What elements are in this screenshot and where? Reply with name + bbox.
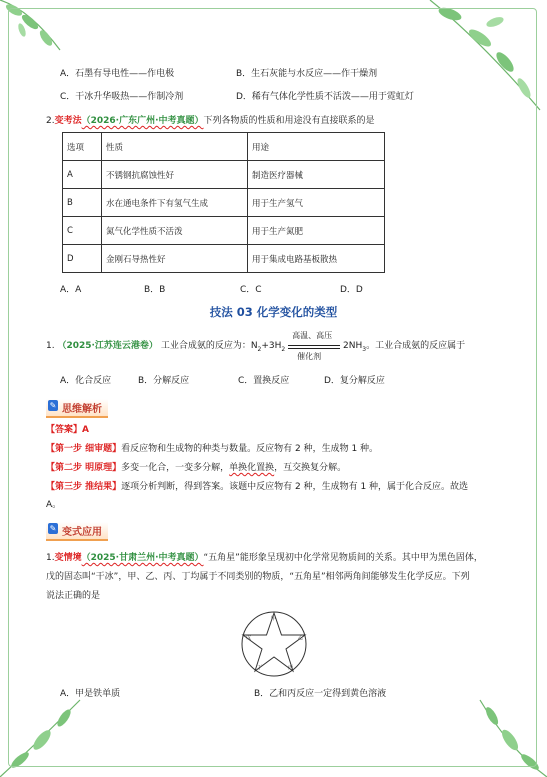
section-title: 技法 03 化学变化的类型 <box>209 305 338 319</box>
table-cell: 制造医疗器械 <box>248 161 385 189</box>
q2-option-d: D．D <box>340 285 363 295</box>
question-text: “五角星”能形象呈现初中化学常见物质间的关系。其中甲为黑色固体， <box>203 553 483 563</box>
table-cell: 氮气化学性质不活泼 <box>102 217 248 245</box>
step-3-continued: A。 <box>46 500 62 510</box>
step-1 <box>46 441 378 454</box>
q1-option-b: B．分解反应 <box>138 376 190 386</box>
reaction-condition-top: 高温、高压 <box>292 330 333 340</box>
star-label: 乙 <box>298 635 304 641</box>
table-cell: 不锈钢抗腐蚀性好 <box>102 161 248 189</box>
q2-option-a: A．A <box>60 285 82 295</box>
variant-question-line-2: 戊的固态叫“干冰”，甲、乙、丙、丁均属于不同类别的物质，“五角星”相邻两角间能够发生化学反应。下列 <box>46 572 470 582</box>
step-2-text-a: 多变一化合，一变多分解， <box>121 463 230 473</box>
table-cell: 金刚石导热性好 <box>102 245 248 273</box>
pencil-icon: ✎ <box>49 401 57 410</box>
table-cell: 用于集成电路基板散热 <box>248 245 385 273</box>
step-1-label: 【第一步 细审题】 <box>46 444 122 454</box>
q1-option-a: A．化合反应 <box>60 376 112 386</box>
variant-header <box>46 522 108 541</box>
variant-option-a: A．甲是铁单质 <box>60 689 121 699</box>
reaction-product: 2NH <box>343 341 363 351</box>
question-text: 。工业合成氨的反应属于 <box>366 341 466 351</box>
question-source: （2025·甘肃兰州·中考真题） <box>81 553 204 563</box>
step-3 <box>46 479 468 492</box>
table-header-cell: 用途 <box>248 133 385 161</box>
prev-option-c: C．干冰升华吸热——作制冷剂 <box>60 92 184 102</box>
question-number: 2. <box>46 116 55 126</box>
table-header-row <box>63 133 385 161</box>
star-label: 丁 <box>257 665 263 671</box>
q2-option-c: C．C <box>240 285 262 295</box>
question-tag: 变考法 <box>54 116 82 126</box>
table-row <box>63 189 385 217</box>
step-3-text: 逐项分析判断，得到答案。该题中反应物有 2 种，生成物有 1 种，属于化合反应。故选 <box>121 482 469 492</box>
reaction-plus: +3H <box>261 341 282 351</box>
prev-option-d: D．稀有气体化学性质不活泼——用于霓虹灯 <box>236 92 414 102</box>
variant-question-line-3: 说法正确的是 <box>46 591 101 601</box>
answer-value: A <box>82 425 89 435</box>
step-2-text-c: ，互交换复分解。 <box>274 463 347 473</box>
step-3-label: 【第三步 推结果】 <box>46 482 122 492</box>
reaction-text-pre: 工业合成氨的反应为：N <box>160 341 258 351</box>
question-tag: 变情境 <box>54 553 82 563</box>
table-cell: 水在通电条件下有氢气生成 <box>102 189 248 217</box>
answer-line <box>46 422 89 435</box>
q1-option-c: C．置换反应 <box>238 376 290 386</box>
reaction-arrow <box>288 330 340 361</box>
table-header-cell: 性质 <box>102 133 248 161</box>
variant-question-line-1 <box>46 550 483 563</box>
analysis-header <box>46 399 108 418</box>
step-2-label: 【第二步 明原理】 <box>46 463 122 473</box>
variant-header-label: 变式应用 <box>62 527 102 538</box>
table-row <box>63 245 385 273</box>
star-label: 甲 <box>271 616 277 622</box>
table-row <box>63 161 385 189</box>
table-row <box>63 217 385 245</box>
question-text: 下列各物质的性质和用途没有直接联系的是 <box>203 116 375 126</box>
table-header-cell: 选项 <box>63 133 102 161</box>
step-1-text: 看反应物和生成物的种类与数量。反应物有 2 种，生成物 1 种。 <box>121 444 379 454</box>
q1-option-d: D．复分解反应 <box>324 376 385 386</box>
reaction-condition-bottom: 催化剂 <box>297 351 322 361</box>
prev-option-b: B．生石灰能与水反应——作干燥剂 <box>236 69 378 79</box>
q2-option-b: B．B <box>144 285 166 295</box>
table-cell: D <box>63 245 102 273</box>
five-pointed-star-diagram <box>237 609 311 679</box>
answer-label: 【答案】 <box>46 425 83 435</box>
table-cell: 用于生产氢气 <box>248 189 385 217</box>
pencil-icon: ✎ <box>49 524 57 533</box>
property-use-table <box>62 132 385 273</box>
subscript: 2 <box>281 345 286 353</box>
table-cell: 用于生产氮肥 <box>248 217 385 245</box>
subscript: 3 <box>362 345 367 353</box>
variant-option-b: B．乙和丙反应一定得到黄色溶液 <box>254 689 387 699</box>
star-label: 戊 <box>246 635 252 641</box>
step-2-text-b: 单换化置换 <box>229 463 275 473</box>
question-number: 1. <box>46 553 55 563</box>
question-2-stem <box>46 113 375 126</box>
table-cell: B <box>63 189 102 217</box>
question-source: （2025·江苏连云港卷） <box>57 341 158 351</box>
star-label: 丙 <box>288 665 294 671</box>
table-cell: A <box>63 161 102 189</box>
step-2 <box>46 460 346 473</box>
question-1-stem <box>46 330 466 361</box>
question-source: （2026·广东广州·中考真题） <box>81 116 204 126</box>
table-cell: C <box>63 217 102 245</box>
analysis-header-label: 思维解析 <box>62 404 102 415</box>
question-number: 1. <box>46 341 55 351</box>
prev-option-a: A．石墨有导电性——作电极 <box>60 69 175 79</box>
subscript: 2 <box>257 345 262 353</box>
